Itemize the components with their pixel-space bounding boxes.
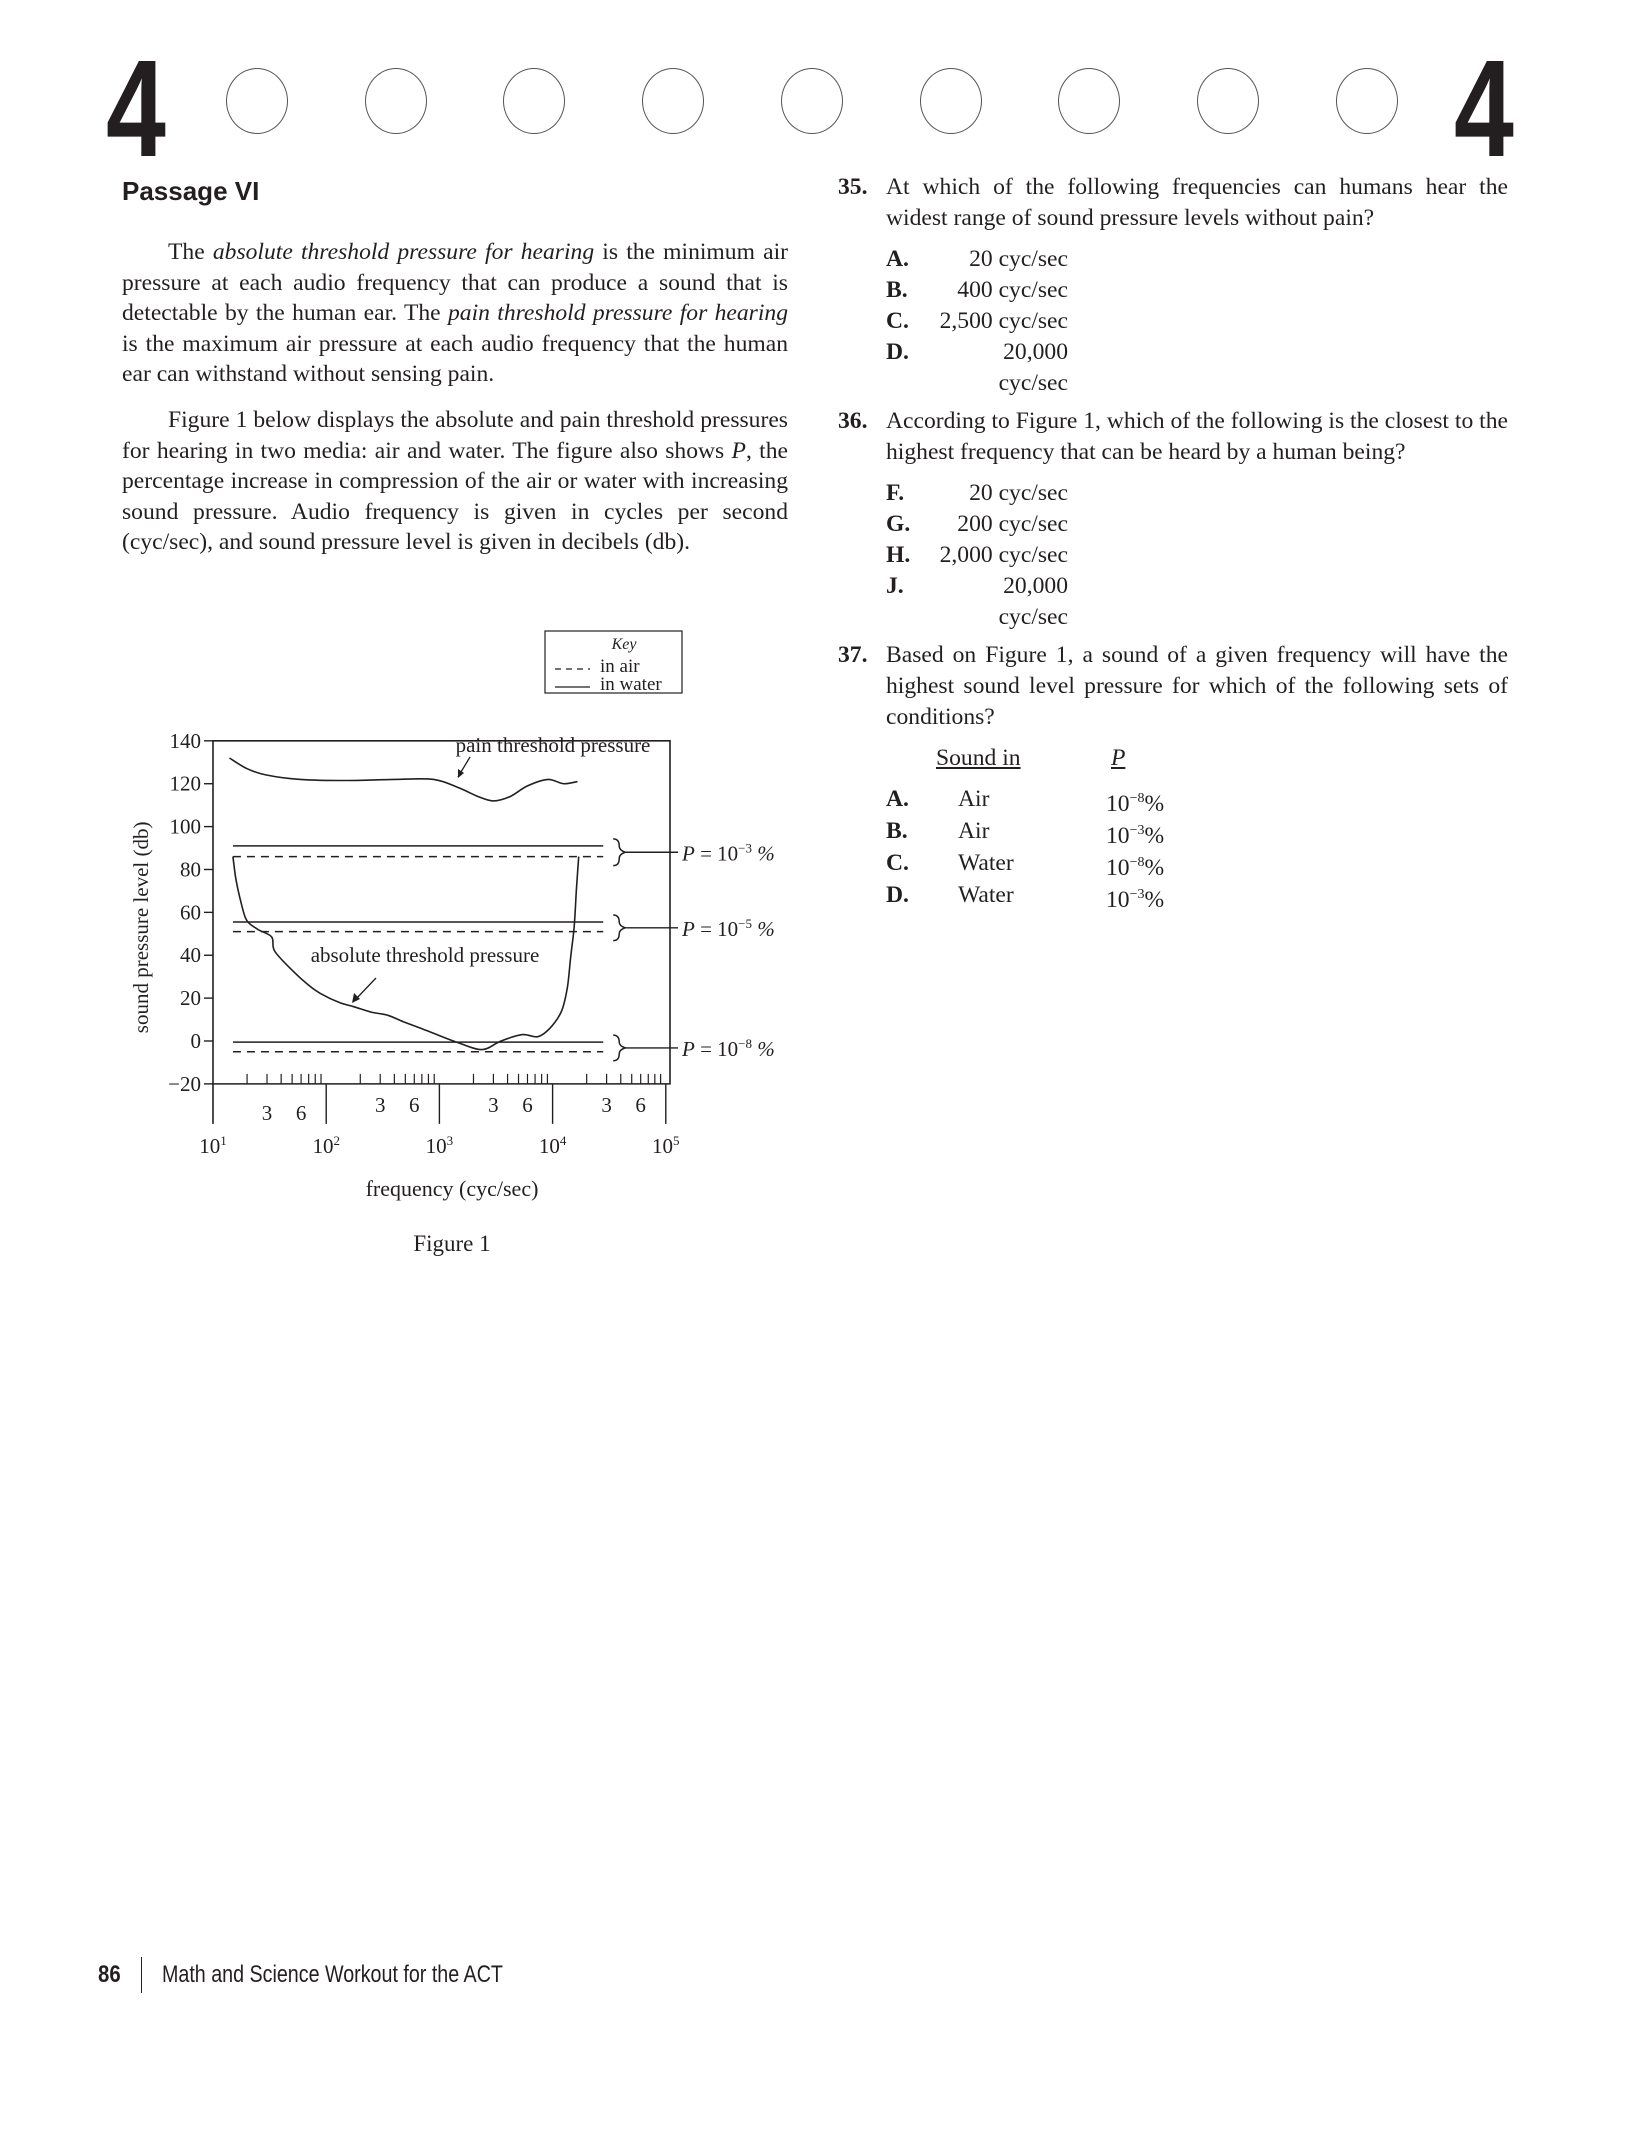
option-text: 20,000 cyc/sec xyxy=(998,339,1068,396)
option-text: 2,500 cyc/sec xyxy=(939,308,1068,334)
band-label-unit: % xyxy=(752,841,775,866)
legend-label-air: in air xyxy=(600,656,640,677)
passage-title: Passage VI xyxy=(122,176,260,206)
band-brace xyxy=(613,915,625,941)
answer-bubble xyxy=(920,68,982,134)
band-label-text: = 10 xyxy=(694,841,739,866)
option-letter: B. xyxy=(886,277,908,303)
p-unit: % xyxy=(1144,790,1165,817)
answer-option[interactable] xyxy=(886,847,1508,879)
x-minor-label: 3 xyxy=(374,1092,386,1117)
answer-option[interactable] xyxy=(886,571,1508,630)
x-axis-label: frequency (cyc/sec) xyxy=(365,1175,539,1201)
option-p-value xyxy=(1106,783,1164,815)
answer-option[interactable] xyxy=(886,879,1508,911)
x-minor-label: 6 xyxy=(635,1092,646,1117)
option-letter: F. xyxy=(886,480,905,506)
question-number: 37. xyxy=(838,642,868,668)
option-letter: C. xyxy=(886,850,909,876)
x-minor-label: 6 xyxy=(295,1100,307,1125)
term-absolute-threshold: absolute threshold pressure for hearing xyxy=(212,239,595,265)
p-unit: % xyxy=(1144,854,1165,881)
band-label xyxy=(681,916,775,941)
y-tick-label: 20 xyxy=(180,986,201,1011)
figure-caption: Figure 1 xyxy=(413,1230,491,1256)
pain-threshold-curve xyxy=(230,758,578,801)
p-base: 10 xyxy=(1106,886,1130,913)
y-tick-label: 100 xyxy=(169,814,201,839)
band-brace xyxy=(613,839,625,866)
band-label-p: P xyxy=(682,841,695,866)
arrow-head-icon xyxy=(352,993,360,1003)
option-text: 400 cyc/sec xyxy=(957,277,1068,303)
option-letter: G. xyxy=(886,511,911,537)
x-tick-base: 10 xyxy=(538,1133,560,1158)
option-text: 200 cyc/sec xyxy=(957,511,1068,537)
text: , the percentage increase in compression of the air or water with increasing sound pressure. Audio frequency is given in cycles per second (cyc/sec), and sound pressure level is given in decibels (db). xyxy=(122,437,788,556)
answer-option[interactable] xyxy=(886,478,1508,509)
question-35 xyxy=(838,172,1508,396)
x-tick-exponent: 5 xyxy=(673,1132,680,1148)
answer-bubble xyxy=(1336,68,1398,134)
x-tick-label xyxy=(312,1133,340,1158)
page-footer xyxy=(96,1957,578,1993)
band-label-text: = 10 xyxy=(694,916,739,941)
p-unit: % xyxy=(1144,886,1165,913)
x-minor-label: 6 xyxy=(522,1092,533,1117)
y-tick-label: 80 xyxy=(180,857,201,882)
answer-option[interactable] xyxy=(886,337,1508,396)
x-tick-exponent: 3 xyxy=(446,1132,454,1148)
text: is the maximum air pressure at each audio frequency that the human ear can withstand without sensing pain. xyxy=(122,330,788,388)
figure-1 xyxy=(0,0,820,1280)
x-tick-base: 10 xyxy=(652,1133,674,1158)
option-letter: A. xyxy=(886,246,909,272)
option-text: 2,000 cyc/sec xyxy=(939,542,1068,568)
y-tick-label: 120 xyxy=(169,771,201,796)
answer-option[interactable] xyxy=(886,540,1508,571)
band-label-text: = 10 xyxy=(694,1036,739,1061)
question-36 xyxy=(838,406,1508,630)
absolute-threshold-arrow xyxy=(355,978,376,1000)
answer-option[interactable] xyxy=(886,244,1508,275)
band-label-p: P xyxy=(682,1036,695,1061)
x-minor-label: 6 xyxy=(409,1092,420,1117)
x-tick-label xyxy=(539,1133,567,1158)
x-tick-base: 10 xyxy=(199,1133,221,1158)
option-letter: C. xyxy=(886,308,909,334)
y-tick-label: 40 xyxy=(180,943,201,968)
band-label-unit: % xyxy=(752,1036,775,1061)
p-exponent: −8 xyxy=(1129,791,1145,806)
option-medium: Air xyxy=(958,786,990,812)
text: Figure 1 below displays the absolute and pain threshold pressures for hearing in two media: air and water. The figure also shows xyxy=(122,407,788,464)
band-label xyxy=(681,840,775,865)
y-axis-label: sound pressure level (db) xyxy=(129,821,153,1034)
p-unit: % xyxy=(1144,822,1165,849)
chart-legend xyxy=(545,631,682,695)
x-tick-label xyxy=(426,1133,454,1158)
x-minor-label: 3 xyxy=(488,1092,499,1117)
answer-options xyxy=(838,783,1508,911)
answer-option[interactable] xyxy=(886,783,1508,815)
p-base: 10 xyxy=(1106,822,1130,849)
page-number: 86 xyxy=(98,1961,121,1988)
option-letter: D. xyxy=(886,339,909,365)
x-tick-exponent: 2 xyxy=(333,1132,340,1148)
answer-option[interactable] xyxy=(886,306,1508,337)
option-p-value xyxy=(1106,879,1164,911)
option-letter: H. xyxy=(886,542,911,568)
option-p-value xyxy=(1106,847,1164,879)
answer-option[interactable] xyxy=(886,815,1508,847)
answer-options xyxy=(886,478,1508,630)
y-tick-label: 60 xyxy=(180,900,201,925)
answer-option[interactable] xyxy=(886,275,1508,306)
x-tick-exponent: 4 xyxy=(559,1132,567,1148)
option-medium: Water xyxy=(958,850,1014,876)
p-base: 10 xyxy=(1106,854,1130,881)
x-tick-label xyxy=(652,1133,680,1158)
question-37 xyxy=(838,640,1508,911)
text: The xyxy=(168,239,213,265)
answer-bubble xyxy=(1197,68,1259,134)
band-label-exponent: −8 xyxy=(738,1035,753,1051)
legend-label-water: in water xyxy=(600,674,662,695)
answer-options xyxy=(886,244,1508,396)
section-number-right: 4 xyxy=(1454,32,1514,186)
answer-bubble xyxy=(1058,68,1120,134)
option-medium: Air xyxy=(958,818,990,844)
band-brace xyxy=(613,1035,625,1061)
p-base: 10 xyxy=(1106,790,1130,817)
option-letter: J. xyxy=(886,573,904,599)
text: is the minimum air pressure at each audio frequency that can produce a sound that is detectable by the human ear. The xyxy=(122,239,788,327)
p-exponent: −3 xyxy=(1129,823,1145,838)
arrow-head-icon xyxy=(458,769,464,778)
y-tick-label: 0 xyxy=(190,1029,201,1053)
y-tick-label: −20 xyxy=(168,1071,201,1096)
legend-title: Key xyxy=(611,636,637,653)
book-title: Math and Science Workout for the ACT xyxy=(162,1961,504,1988)
options-table-header xyxy=(886,743,1508,783)
option-text: 20 cyc/sec xyxy=(969,246,1068,272)
option-letter: A. xyxy=(886,786,909,812)
option-letter: B. xyxy=(886,818,908,844)
band-label-unit: % xyxy=(752,916,775,941)
band-label-exponent: −5 xyxy=(738,915,753,931)
question-number: 35. xyxy=(838,174,868,200)
band-label-exponent: −3 xyxy=(738,840,753,856)
option-medium: Water xyxy=(958,882,1014,908)
question-stem: According to Figure 1, which of the following is the closest to the highest frequency that can be heard by a human being? xyxy=(886,408,1508,465)
band-label-p: P xyxy=(682,916,695,941)
answer-option[interactable] xyxy=(886,509,1508,540)
question-stem: Based on Figure 1, a sound of a given frequency will have the highest sound level pressure for which of the following sets of conditions? xyxy=(886,642,1508,730)
p-exponent: −3 xyxy=(1129,887,1145,902)
footer-divider xyxy=(141,1957,143,1993)
x-tick-base: 10 xyxy=(425,1133,447,1158)
term-pain-threshold: pain threshold pressure for hearing xyxy=(447,300,788,327)
option-text: 20,000 cyc/sec xyxy=(998,573,1068,630)
header-p: P xyxy=(1111,745,1126,771)
plot-frame xyxy=(213,741,670,1084)
option-p-value xyxy=(1106,815,1164,847)
question-stem: At which of the following frequencies can humans hear the widest range of sound pressure levels without pain? xyxy=(886,174,1508,231)
pain-threshold-label: pain threshold pressure xyxy=(455,733,651,757)
option-letter: D. xyxy=(886,882,909,908)
question-number: 36. xyxy=(838,408,868,434)
x-minor-label: 3 xyxy=(261,1100,273,1125)
option-text: 20 cyc/sec xyxy=(969,480,1068,506)
x-tick-label xyxy=(199,1133,227,1158)
x-tick-exponent: 1 xyxy=(220,1132,227,1148)
header-sound-in: Sound in xyxy=(936,745,1021,771)
band-label xyxy=(681,1036,775,1061)
section-number-left: 4 xyxy=(106,32,166,186)
p-exponent: −8 xyxy=(1129,855,1145,870)
variable-p: P xyxy=(731,437,746,464)
y-tick-label: 140 xyxy=(169,728,201,753)
x-tick-base: 10 xyxy=(312,1133,334,1158)
x-minor-label: 3 xyxy=(601,1092,612,1117)
absolute-threshold-label: absolute threshold pressure xyxy=(310,943,540,967)
